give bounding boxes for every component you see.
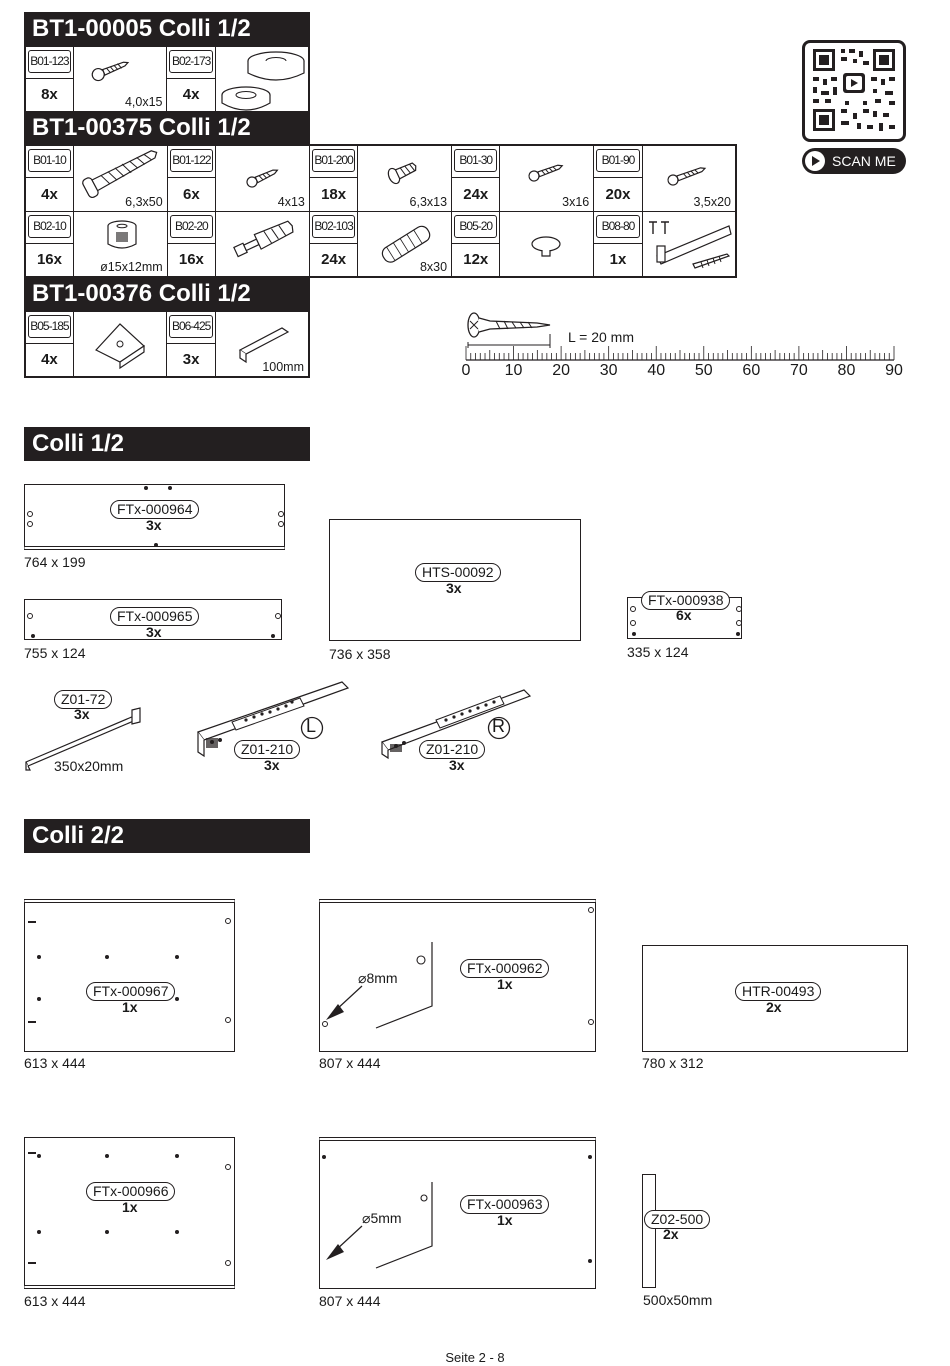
part-dimension: 8x30 bbox=[419, 260, 448, 274]
part-code: B02-103 bbox=[312, 215, 355, 238]
furniture-glide-icon bbox=[216, 47, 309, 113]
qr-code[interactable] bbox=[802, 40, 906, 142]
part-code-cell bbox=[452, 211, 500, 243]
side-marker-left: L bbox=[306, 716, 317, 736]
part-quantity: 24x bbox=[452, 177, 500, 211]
part-quantity: 18x bbox=[309, 177, 357, 211]
part-dimension: 3,5x20 bbox=[693, 194, 731, 209]
part-picture bbox=[642, 145, 736, 211]
part-picture bbox=[215, 46, 309, 112]
part-code: B01-90 bbox=[596, 149, 639, 172]
play-icon bbox=[805, 151, 825, 171]
part-code-cell bbox=[452, 145, 500, 177]
part-label: Z02-500 bbox=[644, 1210, 710, 1229]
part-picture bbox=[500, 145, 594, 211]
part-code-cell bbox=[25, 211, 73, 243]
part-qty: 3x bbox=[146, 624, 162, 640]
ruler-tick-label: 60 bbox=[742, 362, 761, 379]
part-label: HTS-00092 bbox=[415, 563, 501, 582]
part-dimension: 6,3x50 bbox=[125, 194, 163, 209]
part-qty: 1x bbox=[122, 999, 138, 1015]
part-qty: 3x bbox=[449, 757, 465, 773]
part-code: B02-20 bbox=[170, 215, 213, 238]
part-picture bbox=[216, 211, 310, 277]
cam-bolt-icon bbox=[216, 212, 309, 278]
part-code-cell bbox=[594, 211, 642, 243]
panel-ftx-000967 bbox=[24, 899, 235, 1052]
part-label: FTx-000964 bbox=[110, 500, 199, 519]
cover-cap-icon bbox=[500, 212, 593, 278]
corner-bracket-icon bbox=[74, 312, 167, 378]
wall-anchor-kit-icon bbox=[643, 212, 736, 278]
page-number: Seite 2 - 8 bbox=[445, 1350, 505, 1365]
part-qty: 1x bbox=[497, 976, 513, 992]
part-picture bbox=[642, 211, 736, 277]
part-qty: 3x bbox=[446, 580, 462, 596]
panel-z02-500 bbox=[642, 1174, 656, 1288]
part-code: B02-10 bbox=[28, 215, 71, 238]
part-code-cell bbox=[167, 211, 215, 243]
ruler-tick-label: 50 bbox=[694, 362, 713, 379]
part-label: FTx-000938 bbox=[641, 591, 730, 610]
part-code-cell bbox=[309, 211, 357, 243]
part-qty: 3x bbox=[264, 757, 280, 773]
part-picture bbox=[73, 311, 167, 377]
part-code: B02-173 bbox=[169, 50, 212, 73]
part-qty: 2x bbox=[766, 999, 782, 1015]
part-size: 335 x 124 bbox=[627, 644, 689, 660]
scan-me-button[interactable] bbox=[802, 148, 906, 174]
part-label: Z01-72 bbox=[54, 690, 112, 709]
part-picture bbox=[73, 145, 167, 211]
part-size: 807 x 444 bbox=[319, 1055, 381, 1071]
hole-diameter-label: ⌀5mm bbox=[362, 1210, 402, 1226]
part-qty: 3x bbox=[146, 517, 162, 533]
hole-diameter-label: ⌀8mm bbox=[358, 970, 398, 986]
measurement-ruler bbox=[460, 344, 900, 362]
part-quantity: 20x bbox=[594, 177, 642, 211]
ruler-tick-label: 30 bbox=[599, 362, 618, 379]
part-quantity: 1x bbox=[594, 243, 642, 277]
part-label: Z01-210 bbox=[234, 740, 300, 759]
part-quantity: 4x bbox=[167, 78, 215, 112]
part-quantity: 6x bbox=[167, 177, 215, 211]
part-label: Z01-210 bbox=[419, 740, 485, 759]
bt2-parts-grid bbox=[24, 144, 737, 278]
colli1-header: Colli 1/2 bbox=[24, 427, 310, 461]
part-qty: 1x bbox=[122, 1199, 138, 1215]
part-code-cell bbox=[25, 145, 73, 177]
part-qty: 1x bbox=[497, 1212, 513, 1228]
part-label: FTx-000965 bbox=[110, 607, 199, 626]
part-picture bbox=[358, 211, 452, 277]
part-quantity: 4x bbox=[25, 343, 73, 377]
part-dimension: 100mm bbox=[262, 360, 304, 374]
part-size: 764 x 199 bbox=[24, 554, 86, 570]
part-qty: 3x bbox=[74, 706, 90, 722]
part-label: FTx-000967 bbox=[86, 982, 175, 1001]
bt1-header: BT1-00005 Colli 1/2 bbox=[24, 12, 310, 46]
part-picture bbox=[358, 145, 452, 211]
part-code-cell bbox=[25, 311, 73, 343]
part-qty: 6x bbox=[676, 607, 692, 623]
bt3-parts-grid bbox=[24, 310, 310, 378]
ruler-tick-label: 80 bbox=[837, 362, 856, 379]
part-picture bbox=[215, 311, 309, 377]
part-code: B06-425 bbox=[169, 315, 212, 338]
part-label: FTx-000966 bbox=[86, 1182, 175, 1201]
part-size: 780 x 312 bbox=[642, 1055, 704, 1071]
side-marker-right: R bbox=[492, 716, 505, 736]
bt2-header: BT1-00375 Colli 1/2 bbox=[24, 111, 310, 145]
part-size: 736 x 358 bbox=[329, 646, 391, 662]
part-quantity: 12x bbox=[452, 243, 500, 277]
part-code: B05-185 bbox=[28, 315, 71, 338]
ruler-tick-label: 0 bbox=[461, 362, 471, 379]
part-picture bbox=[73, 211, 167, 277]
part-quantity: 16x bbox=[25, 243, 73, 277]
part-quantity: 24x bbox=[309, 243, 357, 277]
part-qty: 2x bbox=[663, 1226, 679, 1242]
part-dimension: 6,3x13 bbox=[409, 194, 448, 209]
part-size: 613 x 444 bbox=[24, 1055, 86, 1071]
part-code-cell bbox=[25, 46, 73, 78]
part-size: 613 x 444 bbox=[24, 1293, 86, 1309]
hole-diameter-value: 8mm bbox=[366, 970, 398, 986]
part-picture bbox=[73, 46, 167, 112]
part-size: 500x50mm bbox=[643, 1292, 713, 1308]
part-dimension: ø15x12mm bbox=[100, 260, 163, 274]
part-quantity: 3x bbox=[167, 343, 215, 377]
colli2-header: Colli 2/2 bbox=[24, 819, 310, 853]
part-code: B01-10 bbox=[28, 149, 71, 172]
part-code-cell bbox=[167, 145, 215, 177]
part-label: FTx-000962 bbox=[460, 959, 549, 978]
bt1-parts-grid bbox=[24, 45, 310, 113]
part-size: 807 x 444 bbox=[319, 1293, 381, 1309]
part-code: B01-123 bbox=[28, 50, 71, 73]
part-code: B01-122 bbox=[170, 149, 213, 172]
bt3-header: BT1-00376 Colli 1/2 bbox=[24, 277, 310, 311]
part-quantity: 4x bbox=[25, 177, 73, 211]
scan-me-label: SCAN ME bbox=[832, 153, 896, 169]
ruler-tick-label: 40 bbox=[647, 362, 666, 379]
part-label: FTx-000963 bbox=[460, 1195, 549, 1214]
ruler-tick-label: 70 bbox=[789, 362, 808, 379]
part-code-cell bbox=[594, 145, 642, 177]
part-code: B08-80 bbox=[596, 215, 639, 238]
part-picture bbox=[500, 211, 594, 277]
part-label: HTR-00493 bbox=[735, 982, 821, 1001]
ruler-tick-label: 20 bbox=[552, 362, 571, 379]
part-dimension: 3x16 bbox=[562, 194, 590, 209]
qr-code-icon bbox=[805, 43, 903, 139]
part-code-cell bbox=[309, 145, 357, 177]
part-dimension: 4,0x15 bbox=[124, 95, 163, 109]
part-code: B05-20 bbox=[454, 215, 497, 238]
hole-diameter-value: 5mm bbox=[370, 1210, 402, 1226]
part-quantity: 16x bbox=[167, 243, 215, 277]
part-quantity: 8x bbox=[25, 78, 73, 112]
part-size: 350x20mm bbox=[54, 758, 124, 774]
part-size: 755 x 124 bbox=[24, 645, 86, 661]
part-picture bbox=[216, 145, 310, 211]
ruler-tick-label: 90 bbox=[885, 362, 903, 379]
part-code-cell bbox=[167, 46, 215, 78]
ruler-tick-label: 10 bbox=[504, 362, 523, 379]
part-code: B01-30 bbox=[454, 149, 497, 172]
ruler-length-label: L = 20 mm bbox=[568, 329, 635, 345]
part-dimension: 4x13 bbox=[277, 194, 305, 209]
part-code-cell bbox=[167, 311, 215, 343]
part-code: B01-200 bbox=[312, 149, 355, 172]
